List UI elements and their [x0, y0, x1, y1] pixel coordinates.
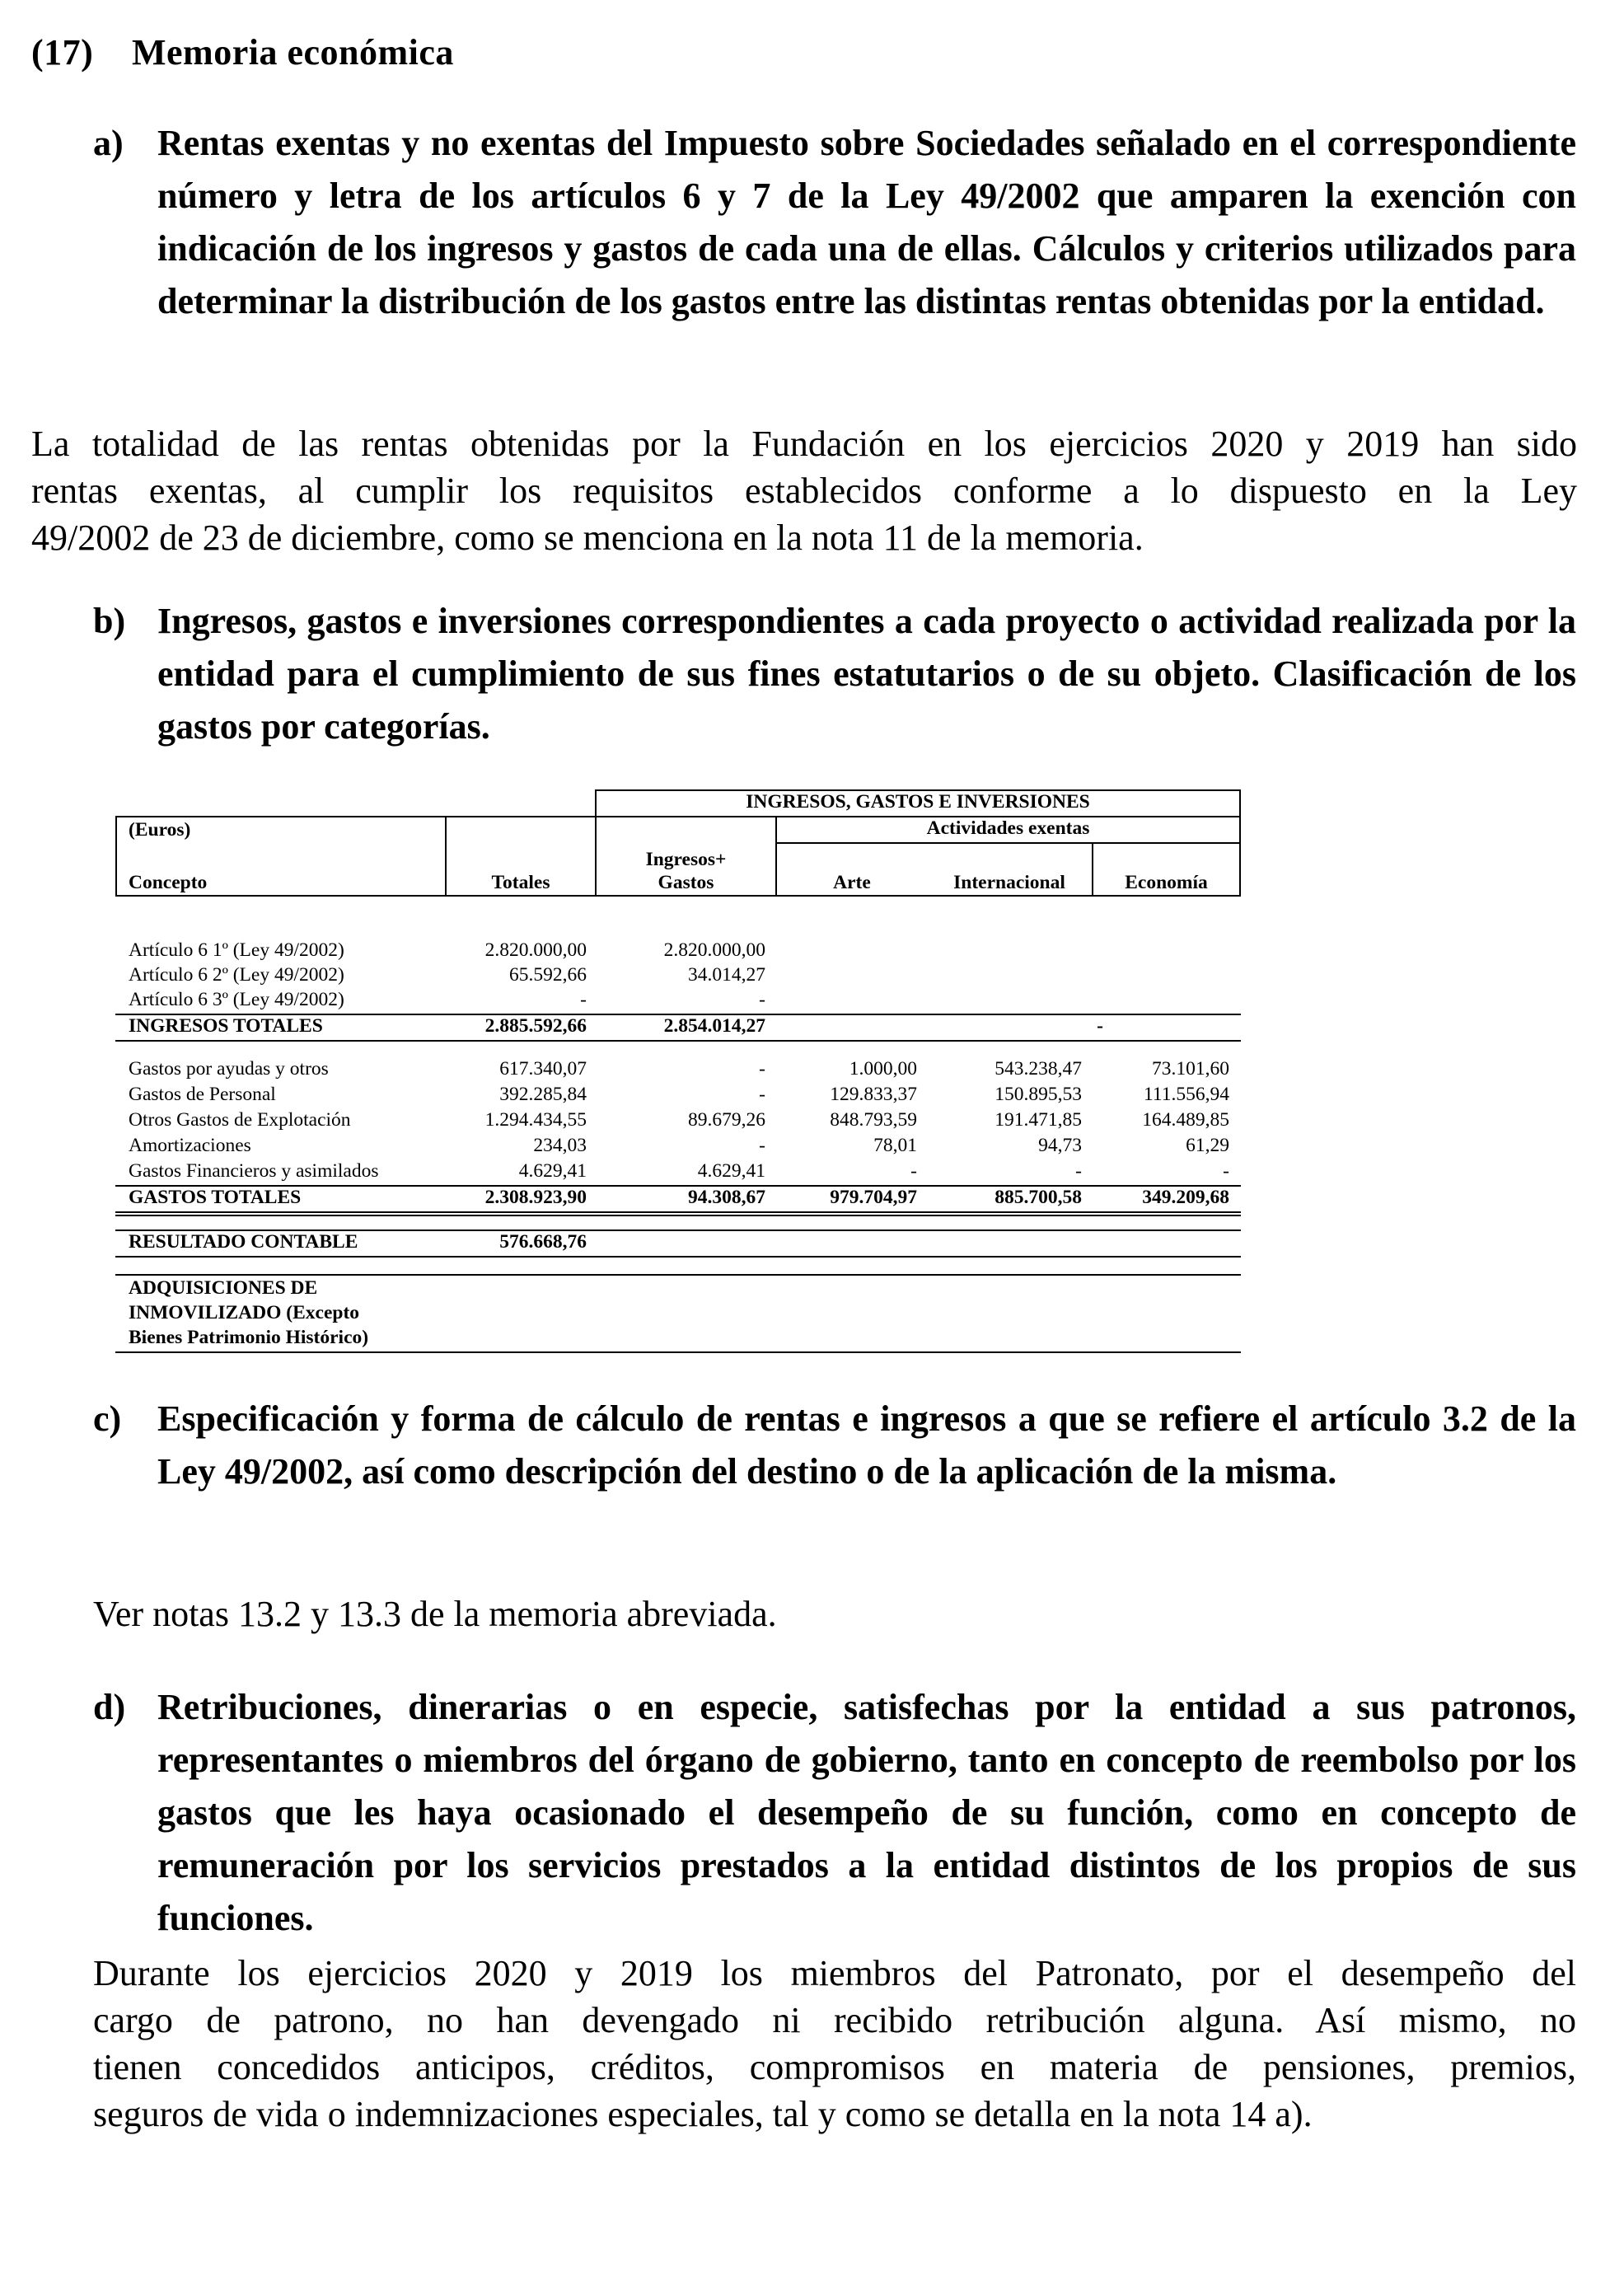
paragraph-line: La totalidad de las rentas obtenidas por la Fundación en los ejercicios 2020 y 2019 han sido: [31, 424, 1577, 464]
subsection-c-body: [93, 1590, 1576, 1637]
col-header-internacional: Internacional: [953, 872, 1065, 893]
cell-economia: 164.489,85: [1142, 1109, 1229, 1131]
row-label-line: Bienes Patrimonio Histórico): [129, 1327, 369, 1348]
subsection-d-title: Retribuciones, dinerarias o en especie, satisfechas por la entidad a sus patronos, representantes o miembros del órgano de gobierno, tanto en concepto de reembolso por los gastos que les haya ocasionado el desempeño de su función, como en concepto de remuneración por los servicios prestados a la entidad distintos de los propios de sus funciones.: [157, 1687, 1576, 1938]
cell-ingresos-gastos: 2.820.000,00: [663, 939, 765, 961]
row-label: Gastos Financieros y asimilados: [129, 1160, 379, 1182]
cell-economia: 73.101,60: [1152, 1058, 1229, 1080]
row-label: Amortizaciones: [129, 1135, 251, 1156]
cell-economia: 111.556,94: [1143, 1084, 1229, 1105]
row-label: Artículo 6 1º (Ley 49/2002): [129, 939, 344, 961]
row-label-line: ADQUISICIONES DE: [129, 1277, 318, 1299]
row-label: Otros Gastos de Explotación: [129, 1109, 351, 1131]
cell-ingresos-gastos: 34.014,27: [688, 964, 765, 986]
cell-economia: -: [1223, 1160, 1229, 1182]
subsection-b-title: Ingresos, gastos e inversiones correspondientes a cada proyecto o actividad realizada por la entidad para el cumplimiento de sus fines estatutarios o de su objeto. Clasificación de los gastos por categorías.: [157, 601, 1576, 747]
cell-internacional: 191.471,85: [995, 1109, 1082, 1131]
cell-internacional: -: [1075, 1160, 1082, 1182]
paragraph-line: Ver notas 13.2 y 13.3 de la memoria abreviada.: [93, 1594, 777, 1634]
cell-arte: 78,01: [873, 1135, 917, 1156]
cell-totales: 2.820.000,00: [484, 939, 587, 961]
subsection-c-heading: [93, 1393, 1576, 1498]
col-header-concepto: Concepto: [129, 872, 208, 893]
cell-totales: 65.592,66: [509, 964, 587, 986]
subsection-d-heading: [93, 1681, 1576, 1945]
cell-ingresos-gastos: -: [759, 989, 765, 1010]
cell-ingresos-gastos: 2.854.014,27: [663, 1015, 765, 1037]
subsection-a-letter: a): [93, 123, 124, 163]
cell-arte: -: [910, 1160, 917, 1182]
col-header-totales: Totales: [491, 872, 550, 893]
cell-totales: 234,03: [533, 1135, 587, 1156]
subsection-b-heading: [93, 595, 1576, 753]
cell-arte: 848.793,59: [830, 1109, 917, 1131]
cell-economia: 349.209,68: [1142, 1187, 1229, 1208]
paragraph-line: Durante los ejercicios 2020 y 2019 los miembros del Patronato, por el desempeño del: [93, 1953, 1576, 1993]
cell-internacional: 885.700,58: [995, 1187, 1082, 1208]
col-header-ingresos-gastos-1: Ingresos+: [645, 849, 727, 870]
paragraph-line: seguros de vida o indemnizaciones especiales, tal y como se detalla en la nota 14 a).: [93, 2094, 1313, 2134]
col-header-ingresos-gastos-2: Gastos: [658, 872, 714, 893]
subsection-b-letter: b): [93, 601, 126, 641]
paragraph-line: rentas exentas, al cumplir los requisitos establecidos conforme a lo dispuesto en la Ley: [31, 471, 1577, 511]
cell-ingresos-gastos: -: [759, 1084, 765, 1105]
cell-totales: 392.285,84: [499, 1084, 587, 1105]
cell-arte: 129.833,37: [830, 1084, 917, 1105]
group-header: INGRESOS, GASTOS E INVERSIONES: [746, 791, 1090, 813]
row-label: Gastos de Personal: [129, 1084, 276, 1105]
subsection-d-letter: d): [93, 1687, 126, 1727]
col-header-economia: Economía: [1125, 872, 1208, 893]
subsection-d-body: [93, 1950, 1576, 2138]
section-title: Memoria económica: [132, 32, 454, 73]
cell-internacional: 94,73: [1038, 1135, 1082, 1156]
cell-totales: 2.308.923,90: [484, 1187, 587, 1208]
cell-ingresos-gastos: 89.679,26: [688, 1109, 765, 1131]
row-label: RESULTADO CONTABLE: [129, 1231, 358, 1253]
subsection-c-title: Especificación y forma de cálculo de rentas e ingresos a que se refiere el artículo 3.2 de la Ley 49/2002, así como descripción del destino o de la aplicación de la misma.: [157, 1398, 1576, 1492]
row-label: Artículo 6 3º (Ley 49/2002): [129, 989, 344, 1010]
subsection-c-letter: c): [93, 1398, 122, 1439]
paragraph-line: 49/2002 de 23 de diciembre, como se menciona en la nota 11 de la memoria.: [31, 518, 1144, 558]
cell-totales: -: [580, 989, 587, 1010]
cell-totales: 1.294.434,55: [484, 1109, 587, 1131]
cell-ingresos-gastos: 4.629,41: [697, 1160, 765, 1182]
cell-totales: 617.340,07: [499, 1058, 587, 1080]
cell-economia: 61,29: [1186, 1135, 1229, 1156]
cell-ingresos-gastos: -: [759, 1058, 765, 1080]
row-label-line: INMOVILIZADO (Excepto: [129, 1302, 360, 1323]
cell-totales: 2.885.592,66: [484, 1015, 587, 1037]
col-header-arte: Arte: [833, 872, 871, 893]
cell-ingresos-gastos: 94.308,67: [688, 1187, 765, 1208]
subsection-a-heading: [93, 117, 1576, 328]
cell-arte: 1.000,00: [849, 1058, 917, 1080]
cell-totales: 576.668,76: [499, 1231, 587, 1253]
section-number: (17): [31, 32, 94, 73]
cell-internacional: 543.238,47: [995, 1058, 1082, 1080]
subsection-a-body: [31, 420, 1577, 561]
unit-label: (Euros): [129, 819, 191, 841]
row-label: INGRESOS TOTALES: [129, 1015, 323, 1037]
row-label: GASTOS TOTALES: [129, 1187, 302, 1208]
subsection-a-title: Rentas exentas y no exentas del Impuesto sobre Sociedades señalado en el correspondiente número y letra de los artículos 6 y 7 de la Ley 49/2002 que amparen la exención con indicación de los ingresos y gastos de cada una de ellas. Cálculos y criterios utilizados para determinar la distribución de los gastos entre las distintas rentas obtenidas por la entidad.: [157, 123, 1576, 321]
cell-ingresos-gastos: -: [759, 1135, 765, 1156]
cell-internacional: 150.895,53: [995, 1084, 1082, 1105]
section-heading: [31, 31, 454, 73]
row-label: Gastos por ayudas y otros: [129, 1058, 329, 1080]
cell-totales: 4.629,41: [518, 1160, 587, 1182]
cell-internacional: -: [1097, 1015, 1103, 1037]
paragraph-line: cargo de patrono, no han devengado ni recibido retribución alguna. Así mismo, no: [93, 2000, 1576, 2040]
paragraph-line: tienen concedidos anticipos, créditos, compromisos en materia de pensiones, premios,: [93, 2047, 1576, 2087]
row-label: Artículo 6 2º (Ley 49/2002): [129, 964, 344, 986]
cell-arte: 979.704,97: [830, 1187, 917, 1208]
sub-header: Actividades exentas: [926, 817, 1090, 839]
